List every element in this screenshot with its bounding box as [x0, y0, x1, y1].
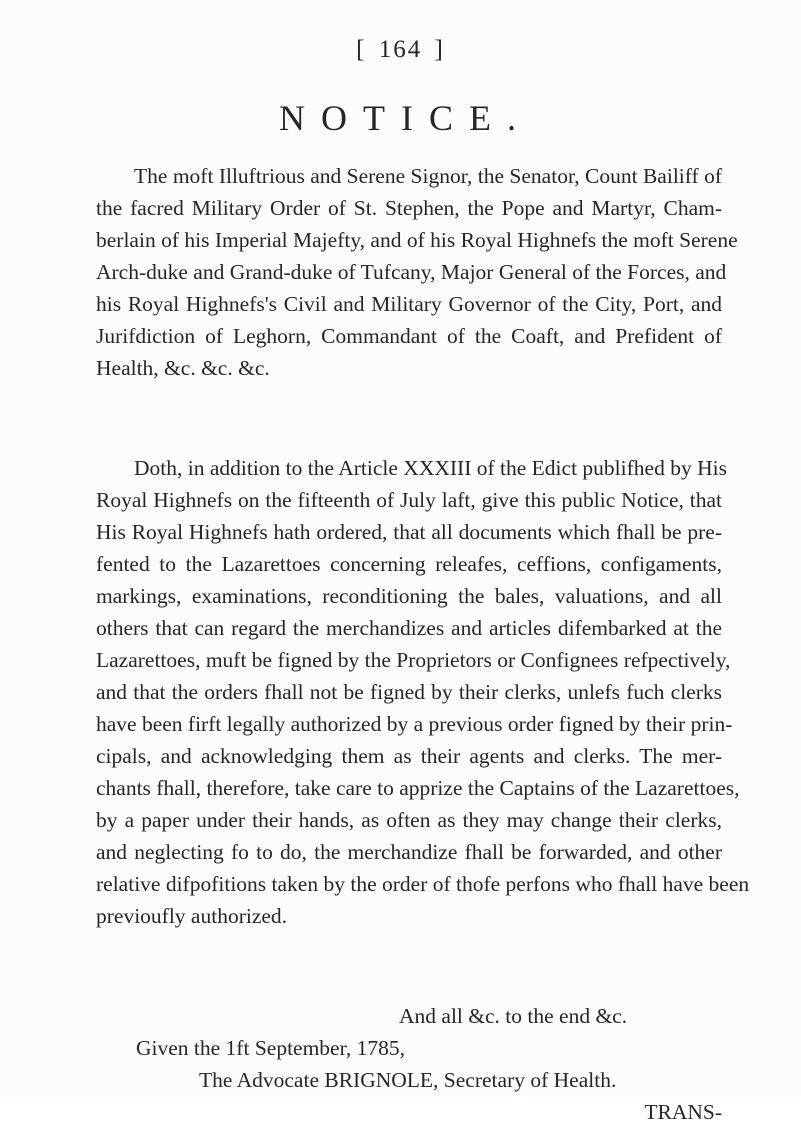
text-line: Doth, in addition to the Article XXXIII of the Edict publifhed by His	[134, 456, 727, 480]
signature-line: The Advocate BRIGNOLE, Secretary of Health.	[199, 1068, 617, 1092]
text-line: by a paper under their hands, as often as they may change their clerks,	[96, 808, 722, 832]
text-line: Health, &c. &c. &c.	[96, 356, 270, 380]
text-line: previoufly authorized.	[96, 904, 288, 928]
text-line: and neglecting fo to do, the merchandize fhall be forwarded, and other	[96, 840, 722, 864]
text-line: relative difpofitions taken by the order of thofe perfons who fhall have been	[96, 872, 750, 896]
text-line: Lazarettoes, muft be figned by the Proprietors or Confignees refpectively,	[96, 648, 731, 672]
text-line: fented to the Lazarettoes concerning releafes, ceffions, configaments,	[96, 552, 722, 576]
text-line: and that the orders fhall not be figned by their clerks, unlefs fuch clerks	[96, 680, 722, 704]
text-line: Royal Highnefs on the fifteenth of July laft, give this public Notice, that	[96, 488, 722, 512]
catchword: TRANS-	[644, 1100, 722, 1124]
closing-formula: And all &c. to the end &c.	[399, 1004, 628, 1028]
text-line: Jurifdiction of Leghorn, Commandant of the Coaft, and Prefident of	[96, 324, 722, 348]
text-line: Arch-duke and Grand-duke of Tufcany, Major General of the Forces, and	[96, 260, 727, 284]
text-line: markings, examinations, reconditioning the bales, valuations, and all	[96, 584, 722, 608]
text-line: His Royal Highnefs hath ordered, that all documents which fhall be pre-	[96, 520, 722, 544]
text-line: cipals, and acknowledging them as their agents and clerks. The mer-	[96, 744, 722, 768]
text-line: his Royal Highnefs's Civil and Military Governor of the City, Port, and	[96, 292, 722, 316]
date-line: Given the 1ft September, 1785,	[136, 1036, 406, 1060]
text-line: others that can regard the merchandizes and articles difembarked at the	[96, 616, 722, 640]
paragraph-titles	[96, 160, 738, 384]
text-line: The moft Illuftrious and Serene Signor, the Senator, Count Bailiff of	[134, 164, 722, 188]
paragraph-notice-body	[96, 452, 750, 932]
text-line: chants fhall, therefore, take care to apprize the Captains of the Lazarettoes,	[96, 776, 740, 800]
text-line: berlain of his Imperial Majefty, and of his Royal Highnefs the moft Serene	[96, 228, 738, 252]
page-number: [ 164 ]	[356, 36, 445, 63]
text-line: the facred Military Order of St. Stephen, the Pope and Martyr, Cham-	[96, 196, 722, 220]
notice-heading: NOTICE.	[279, 98, 532, 138]
text-line: have been firft legally authorized by a previous order figned by their prin-	[96, 712, 733, 736]
